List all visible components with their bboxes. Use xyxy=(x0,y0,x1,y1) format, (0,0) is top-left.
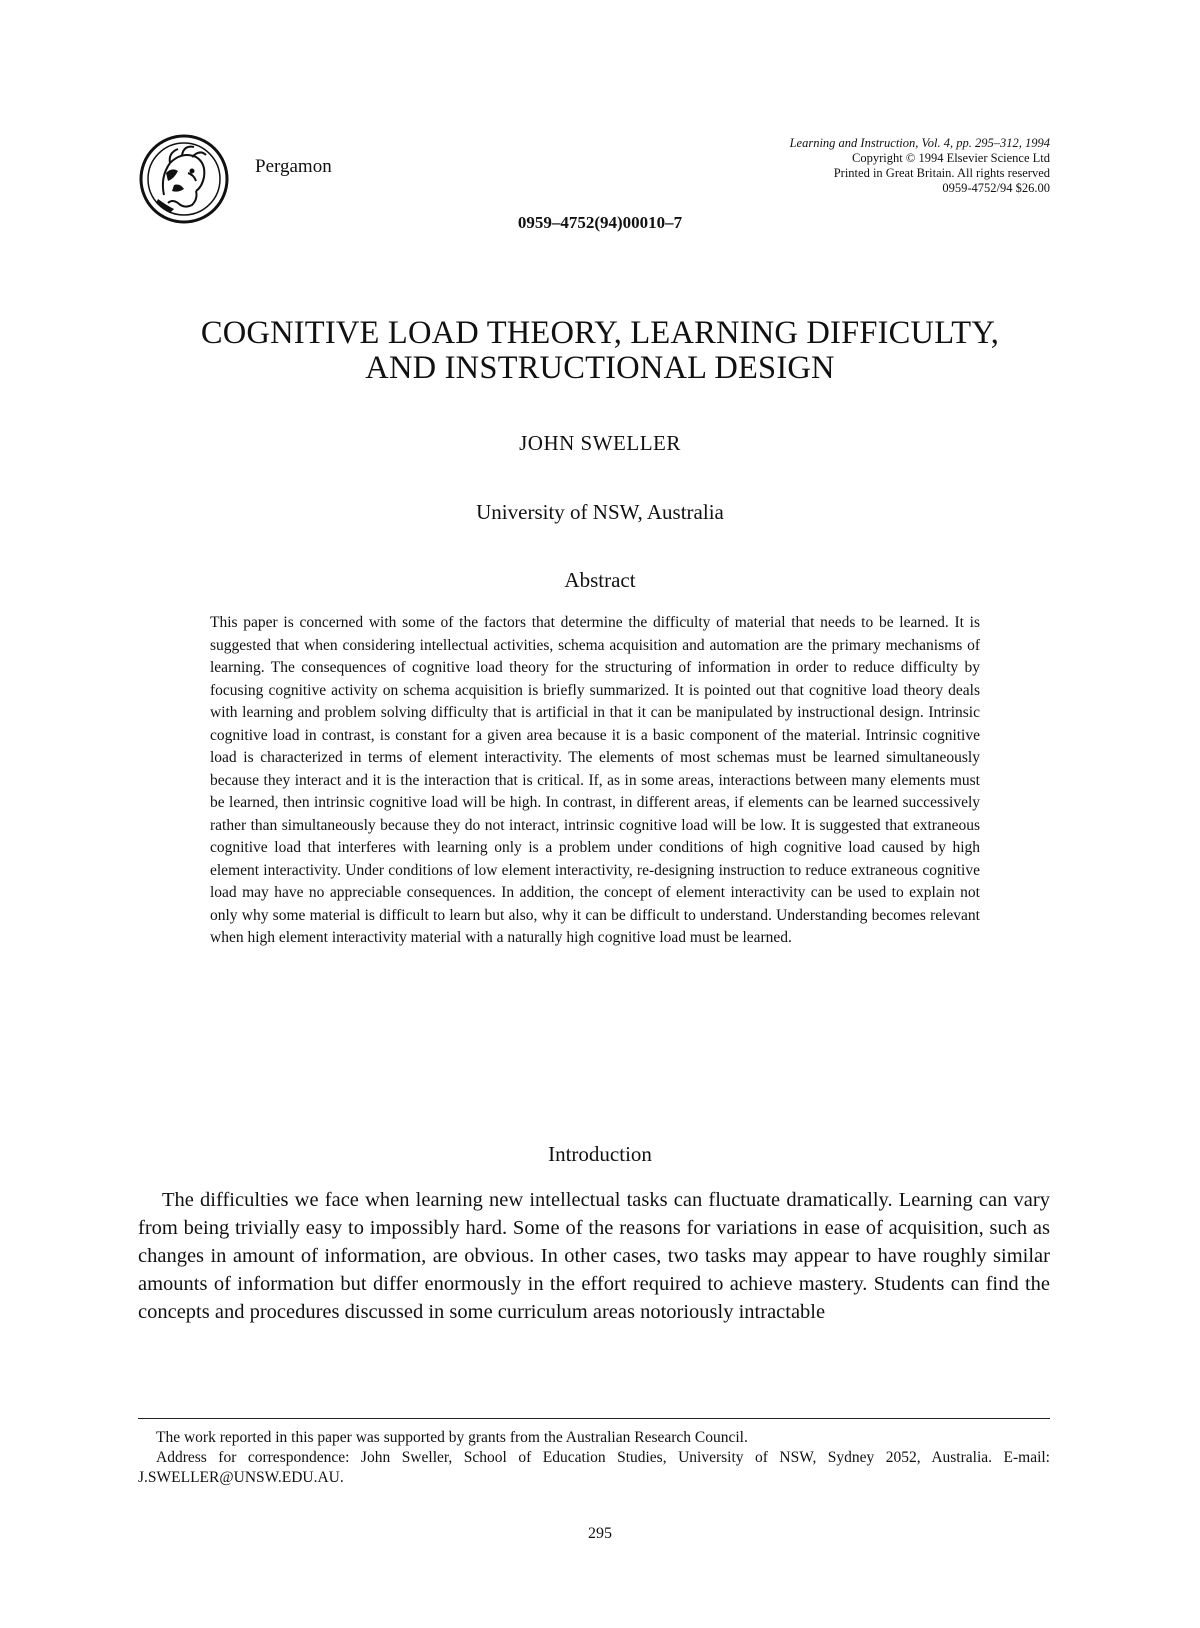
page-number: 295 xyxy=(588,1525,612,1542)
footnote-divider xyxy=(138,1418,1050,1419)
paper-title xyxy=(100,316,1100,386)
author-affiliation: University of NSW, Australia xyxy=(476,500,724,524)
introduction-body: The difficulties we face when learning new intellectual tasks can fluctuate dramatically. Learning can vary from being trivially easy to impossibly hard. Some of the reasons for variations in ease of acquisition, such as changes in amount of information, are obvious. In other cases, two tasks may appear to have roughly similar amounts of information but differ enormously in the effort required to achieve mastery. Students can find the concepts and procedures discussed in some curriculum areas notoriously intractable xyxy=(138,1189,1050,1323)
pergamon-logo-icon xyxy=(138,133,230,225)
journal-info xyxy=(630,136,1050,196)
journal-citation: Learning and Instruction, Vol. 4, pp. 295–312, 1994 xyxy=(789,136,1050,150)
abstract-body: This paper is concerned with some of the factors that determine the difficulty of material that needs to be learned. It is suggested that when considering intellectual activities, schema acquisition and automation are the primary mechanisms of learning. The consequences of cognitive load theory for the structuring of information in order to reduce difficulty by focusing cognitive activity on schema acquisition is briefly summarized. It is pointed out that cognitive load theory deals with learning and problem solving difficulty that is artificial in that it can be manipulated by instructional design. Intrinsic cognitive load in contrast, is constant for a given area because it is a basic component of the material. Intrinsic cognitive load is characterized in terms of element interactivity. The elements of most schemas must be learned simultaneously because they interact and it is the interaction that is critical. If, as in some areas, interactions between many elements must be learned, then intrinsic cognitive load will be high. In contrast, in different areas, if elements can be learned successively rather than simultaneously because they do not interact, intrinsic cognitive load will be low. It is suggested that extraneous cognitive load that interferes with learning only is a problem under conditions of high cognitive load caused by high element interactivity. Under conditions of low element interactivity, re-designing instruction to reduce extraneous cognitive load may have no appreciable consequences. In addition, the concept of element interactivity can be used to explain not only why some material is difficult to learn but also, why it can be difficult to understand. Understanding becomes relevant when high element interactivity material with a naturally high cognitive load must be learned. xyxy=(210,614,980,946)
title-line: COGNITIVE LOAD THEORY, LEARNING DIFFICULTY, xyxy=(200,315,1000,351)
title-line: AND INSTRUCTIONAL DESIGN xyxy=(365,350,835,386)
introduction-heading: Introduction xyxy=(548,1142,652,1166)
footnote-correspondence: Address for correspondence: John Sweller, School of Education Studies, University of NSW, Sydney 2052, Australia. E-mail: J.SWELLER@UNSW.EDU.AU. xyxy=(138,1449,1050,1486)
footnote-funding: The work reported in this paper was supported by grants from the Australian Research Council. xyxy=(156,1429,748,1446)
price-line: 0959-4752/94 $26.00 xyxy=(942,181,1050,195)
printed-line: Printed in Great Britain. All rights reserved xyxy=(833,166,1050,180)
copyright-line: Copyright © 1994 Elsevier Science Ltd xyxy=(852,151,1050,165)
article-identifier: 0959–4752(94)00010–7 xyxy=(517,213,683,232)
abstract-heading: Abstract xyxy=(564,568,636,592)
publisher-name: Pergamon xyxy=(255,156,332,177)
author-name: JOHN SWELLER xyxy=(519,431,681,455)
footnotes xyxy=(138,1428,1050,1488)
